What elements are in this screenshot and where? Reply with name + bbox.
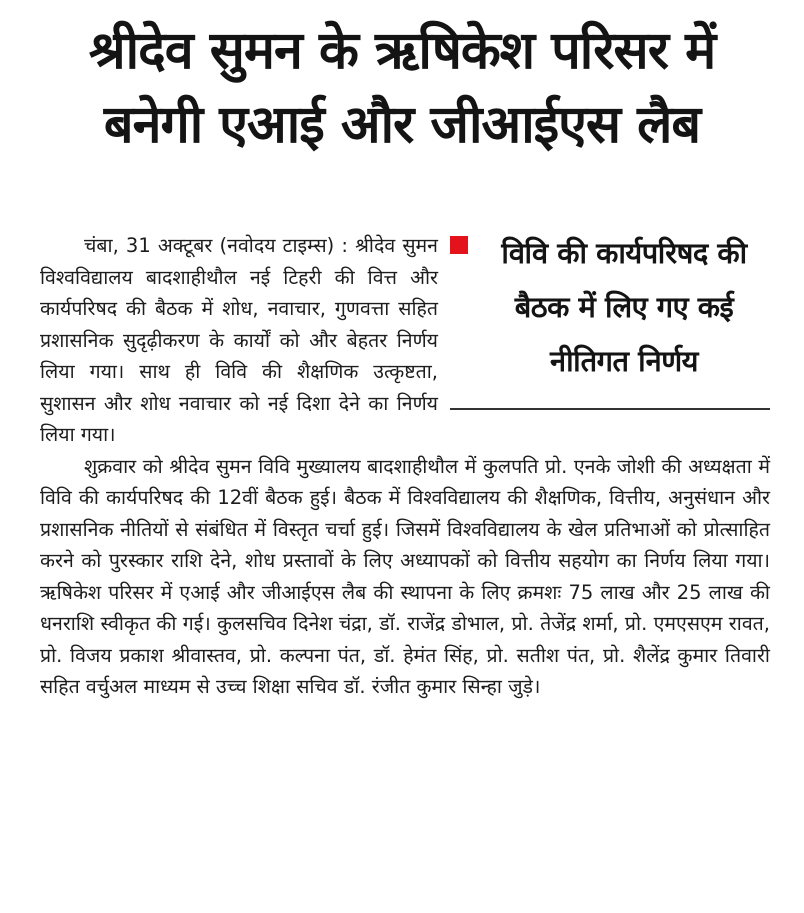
subheadline: विवि की कार्यपरिषद की बैठक में लिए गए कई नीतिगत निर्णय (501, 236, 747, 378)
headline-line-2: बनेगी एआई और जीआईएस लैब (103, 95, 701, 155)
article-body (40, 230, 770, 703)
paragraph-1-text: श्रीदेव सुमन विश्वविद्यालय बादशाहीथौल नई टिहरी की वित्त और कार्यपरिषद की बैठक में शोध, नवाचार, गुणवत्ता सहित प्रशासनिक सुदृढ़ीकरण के कार्यों को और बेहतर निर्णय लिया गया। साथ ही विवि की शैक्षणिक उत्कृष्टता, सुशासन और शोध नवाचार को नई दिशा देने का निर्णय लिया गया। (40, 234, 438, 446)
headline (0, 14, 804, 162)
headline-line-1: श्रीदेव सुमन के ऋषिकेश परिसर में (88, 21, 716, 81)
dateline: चंबा, 31 अक्टूबर (नवोदय टाइम्स) : (84, 234, 356, 257)
red-square-bullet-icon (450, 236, 468, 254)
article-paragraph-2: शुक्रवार को श्रीदेव सुमन विवि मुख्यालय बादशाहीथौल में कुलपति प्रो. एनके जोशी की अध्यक्षता में विवि की कार्यपरिषद की 12वीं बैठक हुई। बैठक में विश्वविद्यालय की शैक्षणिक, वित्तीय, अनुसंधान और प्रशासनिक नीतियों से संबंधित में विस्तृत चर्चा हुई। जिसमें विश्वविद्यालय के खेल प्रतिभाओं को प्रोत्साहित करने को पुरस्कार राशि देने, शोध प्रस्तावों के लिए अध्यापकों को वित्तीय सहयोग का निर्णय लिया गया। ऋषिकेश परिसर में एआई और जीआईएस लैब की स्थापना के लिए क्रमशः 75 लाख और 25 लाख की धनराशि स्वीकृत की गई। कुलसचिव दिनेश चंद्रा, डॉ. राजेंद्र डोभाल, प्रो. तेजेंद्र शर्मा, प्रो. एमएसएम रावत, प्रो. विजय प्रकाश श्रीवास्तव, प्रो. कल्पना पंत, डॉ. हेमंत सिंह, प्रो. सतीश पंत, प्रो. शैलेंद्र कुमार तिवारी सहित वर्चुअल माध्यम से उच्च शिक्षा सचिव डॉ. रंजीत कुमार सिन्हा जुड़े। (40, 454, 770, 698)
subheadline-box (450, 226, 770, 410)
